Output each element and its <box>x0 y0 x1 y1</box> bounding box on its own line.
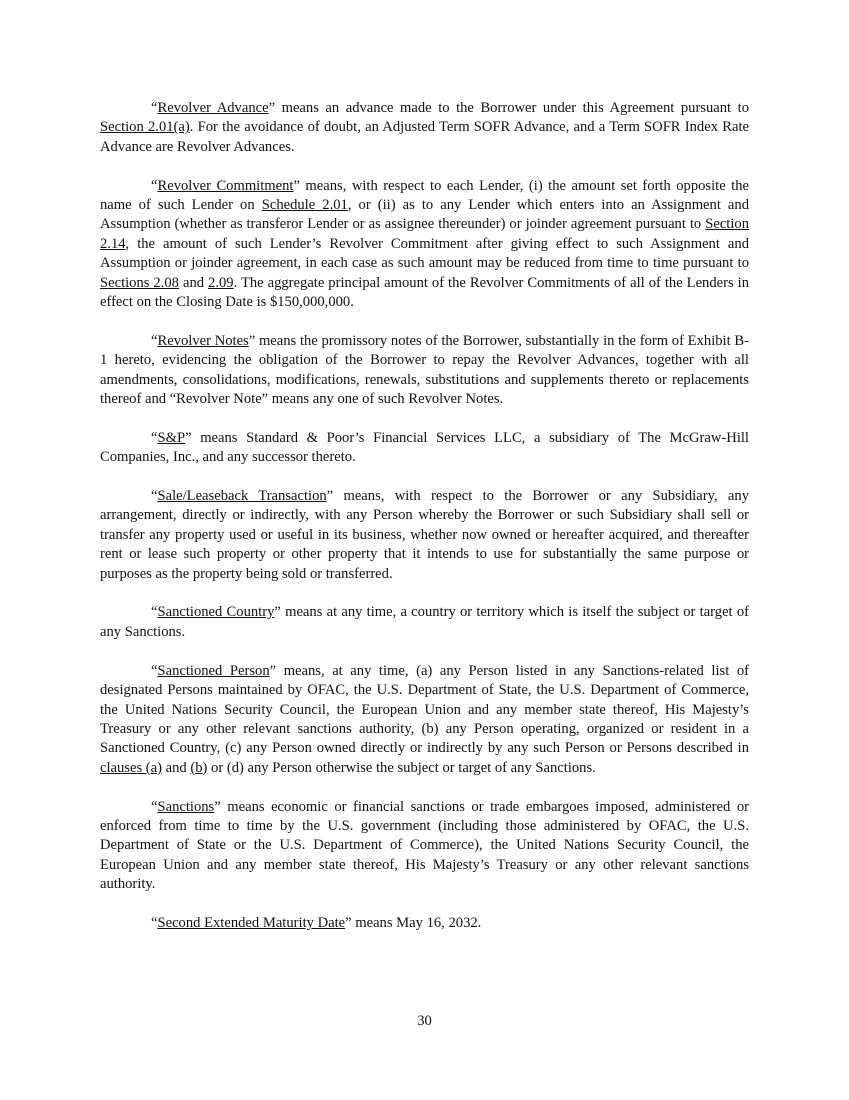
cross-reference: 2.09 <box>208 274 234 291</box>
defined-term: Sanctioned Country <box>157 604 275 621</box>
defined-term: Second Extended Maturity Date <box>157 914 346 931</box>
definition-sanctioned-country <box>100 603 749 642</box>
definition-revolver-advance <box>100 99 749 157</box>
cross-reference: (b) <box>190 759 208 776</box>
definition-text: ” means the promissory notes of the Borrower, substantially in the form of Exhibit B-1 hereto, evidencing the obligation of the Borrower to repay the Revolver Advances, together with all amendments, consolidations, modifications, renewals, substitutions and supplements thereto or replacements thereof and “Revolver Note” means any one of such Revolver Notes. <box>100 332 749 408</box>
definition-s-and-p <box>100 429 749 468</box>
definition-text: “ <box>151 177 158 194</box>
definition-text: “ <box>151 604 158 621</box>
definition-text: “ <box>151 798 158 815</box>
definition-second-extended-maturity-date <box>100 914 749 933</box>
definition-text: and <box>162 759 191 776</box>
definition-text: ” means economic or financial sanctions or trade embargoes imposed, administered or enforced from time to time by the U.S. government (including those administered by OFAC, the U.S. Department of State or the U.S. Department of Commerce), the United Nations Security Council, the European Union and any member state thereof, His Majesty’s Treasury or any other relevant sanctions authority. <box>100 798 749 893</box>
page-number: 30 <box>417 1013 432 1029</box>
definition-text: ” means at any time, a country or territory which is itself the subject or target of any Sanctions. <box>100 604 749 640</box>
definitions-list <box>100 99 749 933</box>
definition-text: , the amount of such Lender’s Revolver Commitment after giving effect to such Assignment and Assumption or joinder agreement, in each case as such amount may be reduced from time to time pursuant to <box>100 235 749 272</box>
definition-text: and <box>178 274 209 291</box>
definition-text: “ <box>151 100 158 116</box>
definition-text: “ <box>151 429 158 446</box>
definition-text: ” means an advance made to the Borrower under this Agreement pursuant to <box>268 100 749 116</box>
defined-term: Revolver Notes <box>157 332 249 349</box>
definition-text: ” means May 16, 2032. <box>345 914 482 931</box>
definition-text: ” means Standard & Poor’s Financial Services LLC, a subsidiary of The McGraw-Hill Companies, Inc., and any successor thereto. <box>100 429 749 466</box>
defined-term: Sale/Leaseback Transaction <box>157 488 327 505</box>
defined-term: Revolver Commitment <box>157 177 294 194</box>
definition-text: ” means, at any time, (a) any Person listed in any Sanctions-related list of designated Persons maintained by OFAC, the U.S. Department of State, the U.S. Department of Commerce, the United Nations Security Council, the European Union and any member state thereof, His Majesty’s Treasury or any other relevant sanctions authority, (b) any Person operating, organized or resident in a Sanctioned Country, (c) any Person owned directly or indirectly by any such Person or Persons described in <box>100 662 749 757</box>
defined-term: Sanctions <box>157 798 215 815</box>
definition-sanctioned-person <box>100 662 749 778</box>
cross-reference: clauses (a) <box>100 759 162 776</box>
definition-text: . The aggregate principal amount of the Revolver Commitments of all of the Lenders in effect on the Closing Date is $150,000,000. <box>100 274 749 311</box>
definition-text: “ <box>151 488 158 505</box>
document-page <box>100 99 749 953</box>
definition-text: “ <box>151 914 158 931</box>
definition-sanctions <box>100 798 749 895</box>
cross-reference: Section 2.01(a) <box>100 119 190 136</box>
defined-term: Revolver Advance <box>157 100 269 116</box>
definition-text: or (d) any Person otherwise the subject or target of any Sanctions. <box>207 759 596 776</box>
definition-text: “ <box>151 332 158 349</box>
definition-sale-leaseback-transaction <box>100 487 749 584</box>
defined-term: Sanctioned Person <box>157 662 270 679</box>
definition-text: , or (ii) as to any Lender which enters into an Assignment and Assumption (whether as transferor Lender or as assignee thereunder) or joinder agreement pursuant to <box>100 197 749 233</box>
definition-revolver-notes <box>100 332 749 410</box>
defined-term: S&P <box>157 429 186 446</box>
cross-reference: Sections 2.08 <box>100 274 179 291</box>
definition-text: “ <box>151 662 158 679</box>
definition-text: . For the avoidance of doubt, an Adjusted Term SOFR Advance, and a Term SOFR Index Rate Advance are Revolver Advances. <box>100 119 749 155</box>
cross-reference: Schedule 2.01 <box>261 197 348 214</box>
definition-text: ” means, with respect to the Borrower or any Subsidiary, any arrangement, directly or indirectly, with any Person whereby the Borrower or such Subsidiary shall sell or transfer any property used or useful in its business, whether now owned or hereafter acquired, and thereafter rent or lease such property or other property that it intends to use for substantially the same purpose or purposes as the property being sold or transferred. <box>100 488 749 582</box>
cross-reference: Section 2.14 <box>100 216 749 252</box>
definition-revolver-commitment <box>100 177 749 313</box>
definition-text: ” means, with respect to each Lender, (i) the amount set forth opposite the name of such Lender on <box>100 177 750 214</box>
